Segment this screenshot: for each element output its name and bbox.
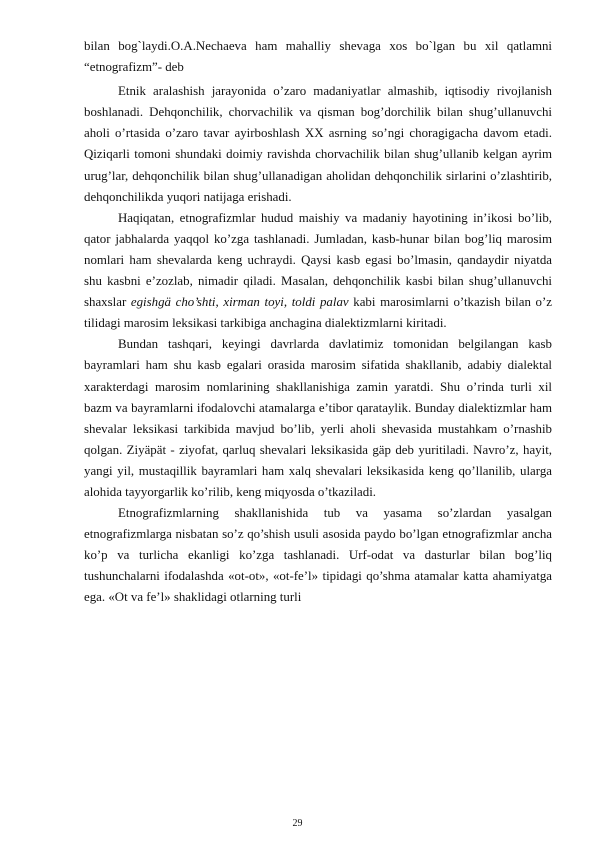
body-text: [84, 36, 552, 609]
paragraph-continuation: bilan bog`laydi.O.A.Nechaeva ham mahalliy shevaga xos bo`lgan bu xil qatlamni “etnografizm”- deb: [84, 39, 552, 75]
paragraph-ethnographisms-reflection: [84, 208, 552, 335]
paragraph-professional-holidays: Bundan tashqari, keyingi davrlarda davlatimiz tomonidan belgilangan kasb bayramlari ham shu kasb egalari orasida marosim sifatida shakllanib, adabiy dialektal xarakterdagi marosim nomlarining shakllanishiga zamin yaratdi. Shu o’rinda turli xil bazm va bayramlarni ifodalovchi atamalarga e’tibor qarataylik. Bunday dialektizmlar ham shevalar leksikasi tarkibida mavjud bo’lib, yerli aholi shevasida mustahkam o’rnashib qolgan. Ziyäpät - ziyofat, qarluq shevalari leksikasida gäp deb yuritiladi. Navro’z, hayit, yangi yil, mustaqillik bayramlari ham xalq shevalari leksikasida keng qo’llanilib, ularga alohida tayyorgarlik ko’rilib, keng miqyosda o’tkaziladi.: [84, 337, 552, 499]
paragraph-word-formation: Etnografizmlarning shakllanishida tub va yasama so’zlardan yasalgan etnografizmlarga nisbatan so’z qo’shish usuli asosida paydo bo’lgan etnografizmlar ancha ko’p va turlicha ekanligi ko’zga tashlanadi. Urf-odat va dasturlar bilan bog’liq tushunchalarni ifodalashda «ot-ot», «ot-fe’l» tipidagi qo’shma atamalar katta ahamiyatga ega. «Ot va fe’l» shaklidagi otlarning turli: [84, 506, 552, 605]
paragraph-text-after: kabi marosimlarni o’tkazish bilan o’z tilidagi marosim leksikasi tarkibiga anchagina dialektizmlarni kiritadi.: [84, 295, 552, 331]
page-number: 29: [292, 818, 303, 829]
italic-ceremony-terms: egishgä cho’shti, xirman toyi, toldi palav: [130, 295, 349, 310]
paragraph-ethnic-mixing: Etnik aralashish jarayonida o’zaro madaniyatlar almashib, iqtisodiy rivojlanish boshlanadi. Dehqonchilik, chorvachilik va qisman bog’dorchilik bilan shug’ullanuvchi aholi o’rtasida o’zaro tavar ayirboshlash XX asrning so’ngi choragigacha davom etadi. Qiziqarli tomoni shundaki doimiy ravishda chorvachilik bilan shug’ullanib kelgan ayrim urug’lar, dehqonchilik bilan shug’ullanadigan aholidan dehqonchilik sirlarini o’zlashtirib, dehqonchilikda yuqori natijaga erishadi.: [84, 84, 552, 204]
paragraph-text-before: Haqiqatan, etnografizmlar hudud maishiy va madaniy hayotining in’ikosi bo’lib, qator jabhalarda yaqqol ko’zga tashlanadi. Jumladan, kasb-hunar bilan bog’liq marosim nomlari ham shevalarda keng uchraydi. Qaysi kasb egasi bo’lmasin, qandaydir niyatda shu kasbni e’zozlab, nimadir qiladi. Masalan, dehqonchilik kasbi bilan shug’ullanuvchi shaxslar: [84, 210, 552, 310]
